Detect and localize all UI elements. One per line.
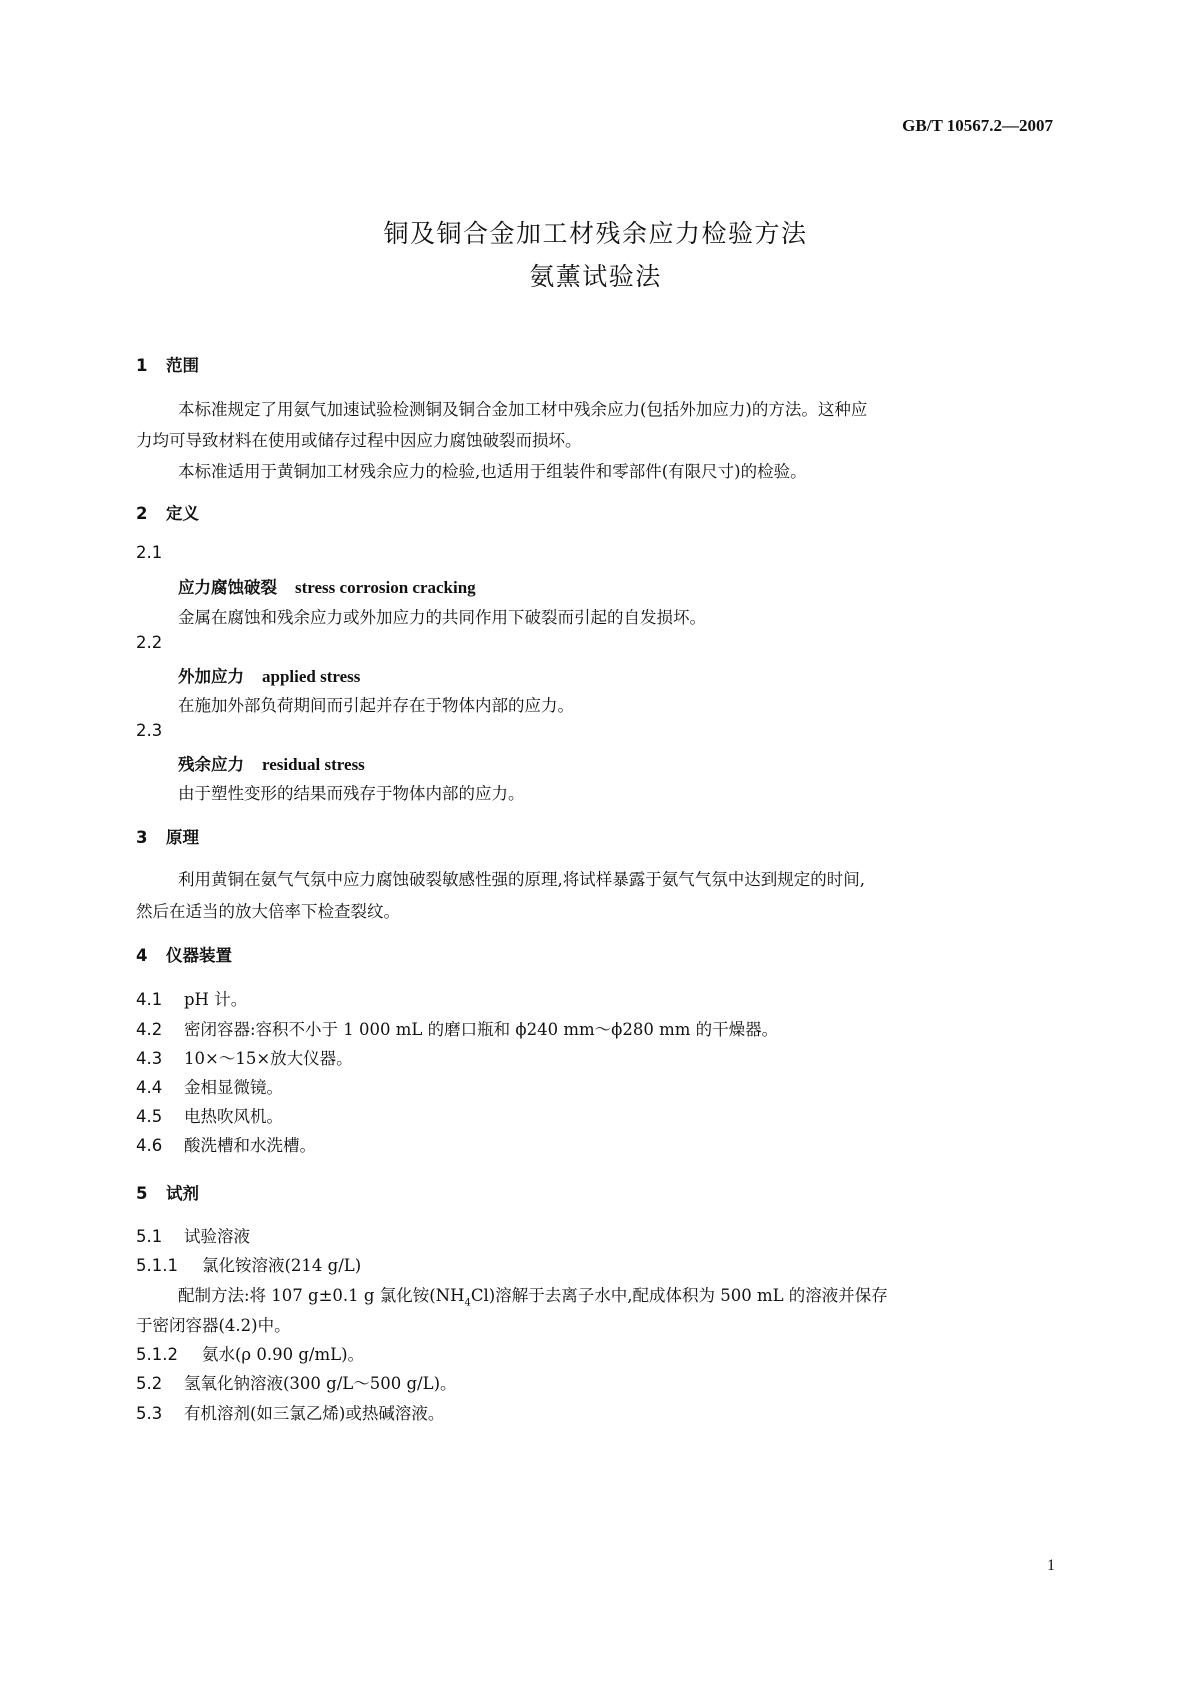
item-number: 4.4 [136,1078,163,1097]
document-title: 铜及铜合金加工材残余应力检验方法 [383,219,808,248]
section-number: 1 [136,356,148,375]
scope-paragraph-2: 本标准适用于黄铜加工材残余应力的检验,也适用于组装件和零部件(有限尺寸)的检验。 [178,462,807,481]
subscript: 4 [464,1297,471,1309]
item-number: 4.5 [136,1107,163,1126]
reagent-item [136,1252,361,1276]
section-title: 仪器装置 [166,946,232,965]
term-entry [178,663,360,687]
item-number: 4.6 [136,1136,163,1155]
section-3-heading [136,824,199,848]
item-text: 10×～15×放大仪器。 [184,1049,353,1068]
preparation-line-2: 于密闭容器(4.2)中。 [136,1316,291,1335]
principle-line-2: 然后在适当的放大倍率下检查裂纹。 [136,902,400,921]
apparatus-item [136,1074,283,1098]
item-text: pH 计。 [184,990,248,1009]
item-number: 4.1 [136,990,163,1009]
item-number: 4.3 [136,1049,163,1068]
principle-line-1: 利用黄铜在氨气气氛中应力腐蚀破裂敏感性强的原理,将试样暴露于氨气气氛中达到规定的时间, [178,870,865,889]
item-number: 5.1.2 [136,1345,178,1364]
clause-number: 2.2 [136,633,163,652]
term-definition: 金属在腐蚀和残余应力或外加应力的共同作用下破裂而引起的自发损坏。 [178,608,706,627]
section-title: 范围 [166,356,199,375]
term-chinese: 应力腐蚀破裂 [178,578,277,597]
section-title: 试剂 [166,1184,199,1203]
apparatus-item [136,1103,283,1127]
page-number: 1 [1047,1557,1055,1574]
item-text: 金相显微镜。 [184,1078,283,1097]
document-subtitle: 氨薰试验法 [529,262,662,291]
section-2-heading [136,500,199,524]
item-number: 5.1 [136,1227,163,1246]
term-chinese: 外加应力 [178,667,244,686]
reagent-item [136,1370,457,1394]
preparation-line-1 [178,1282,888,1308]
item-number: 5.1.1 [136,1256,178,1275]
item-text: 密闭容器:容积不小于 1 000 mL 的磨口瓶和 ϕ240 mm～ϕ280 mm 的干燥器。 [184,1020,779,1039]
item-text: 试验溶液 [184,1227,250,1246]
section-title: 定义 [166,504,199,523]
term-entry [178,751,365,775]
section-title: 原理 [166,828,199,847]
section-number: 5 [136,1184,148,1203]
apparatus-item [136,986,247,1010]
item-number: 5.2 [136,1374,163,1393]
item-text: 酸洗槽和水洗槽。 [184,1136,316,1155]
standard-number: GB/T 10567.2—2007 [902,116,1053,135]
item-number: 4.2 [136,1020,163,1039]
item-number: 5.3 [136,1404,163,1423]
item-text: 氯化铵溶液(214 g/L) [202,1256,362,1275]
term-english: applied stress [262,667,361,686]
scope-paragraph-1-line-2: 力均可导致材料在使用或储存过程中因应力腐蚀破裂而损坏。 [136,431,582,450]
term-definition: 在施加外部负荷期间而引起并存在于物体内部的应力。 [178,696,574,715]
item-text: 有机溶剂(如三氯乙烯)或热碱溶液。 [184,1404,445,1423]
term-entry [178,574,476,598]
item-text: 电热吹风机。 [184,1107,283,1126]
term-english: stress corrosion cracking [295,578,476,597]
section-number: 4 [136,946,148,965]
item-text: 氨水(ρ 0.90 g/mL)。 [202,1345,365,1364]
term-english: residual stress [262,755,365,774]
reagent-item [136,1400,444,1424]
apparatus-item [136,1045,353,1069]
section-4-heading [136,942,232,966]
term-definition: 由于塑性变形的结果而残存于物体内部的应力。 [178,784,525,803]
preparation-text-a: 配制方法:将 107 g±0.1 g 氯化铵(NH [178,1286,465,1305]
clause-number: 2.1 [136,543,163,562]
apparatus-item [136,1016,778,1040]
reagent-item [136,1341,364,1365]
reagent-item [136,1223,250,1247]
scope-paragraph-1-line-1: 本标准规定了用氨气加速试验检测铜及铜合金加工材中残余应力(包括外加应力)的方法。这种应 [178,400,868,419]
apparatus-item [136,1132,316,1156]
clause-number: 2.3 [136,721,163,740]
preparation-text-b: Cl)溶解于去离子水中,配成体积为 500 mL 的溶液并保存 [470,1286,888,1305]
section-number: 3 [136,828,148,847]
section-1-heading [136,352,199,376]
item-text: 氢氧化钠溶液(300 g/L～500 g/L)。 [184,1374,457,1393]
section-5-heading [136,1180,199,1204]
term-chinese: 残余应力 [178,755,244,774]
section-number: 2 [136,504,148,523]
